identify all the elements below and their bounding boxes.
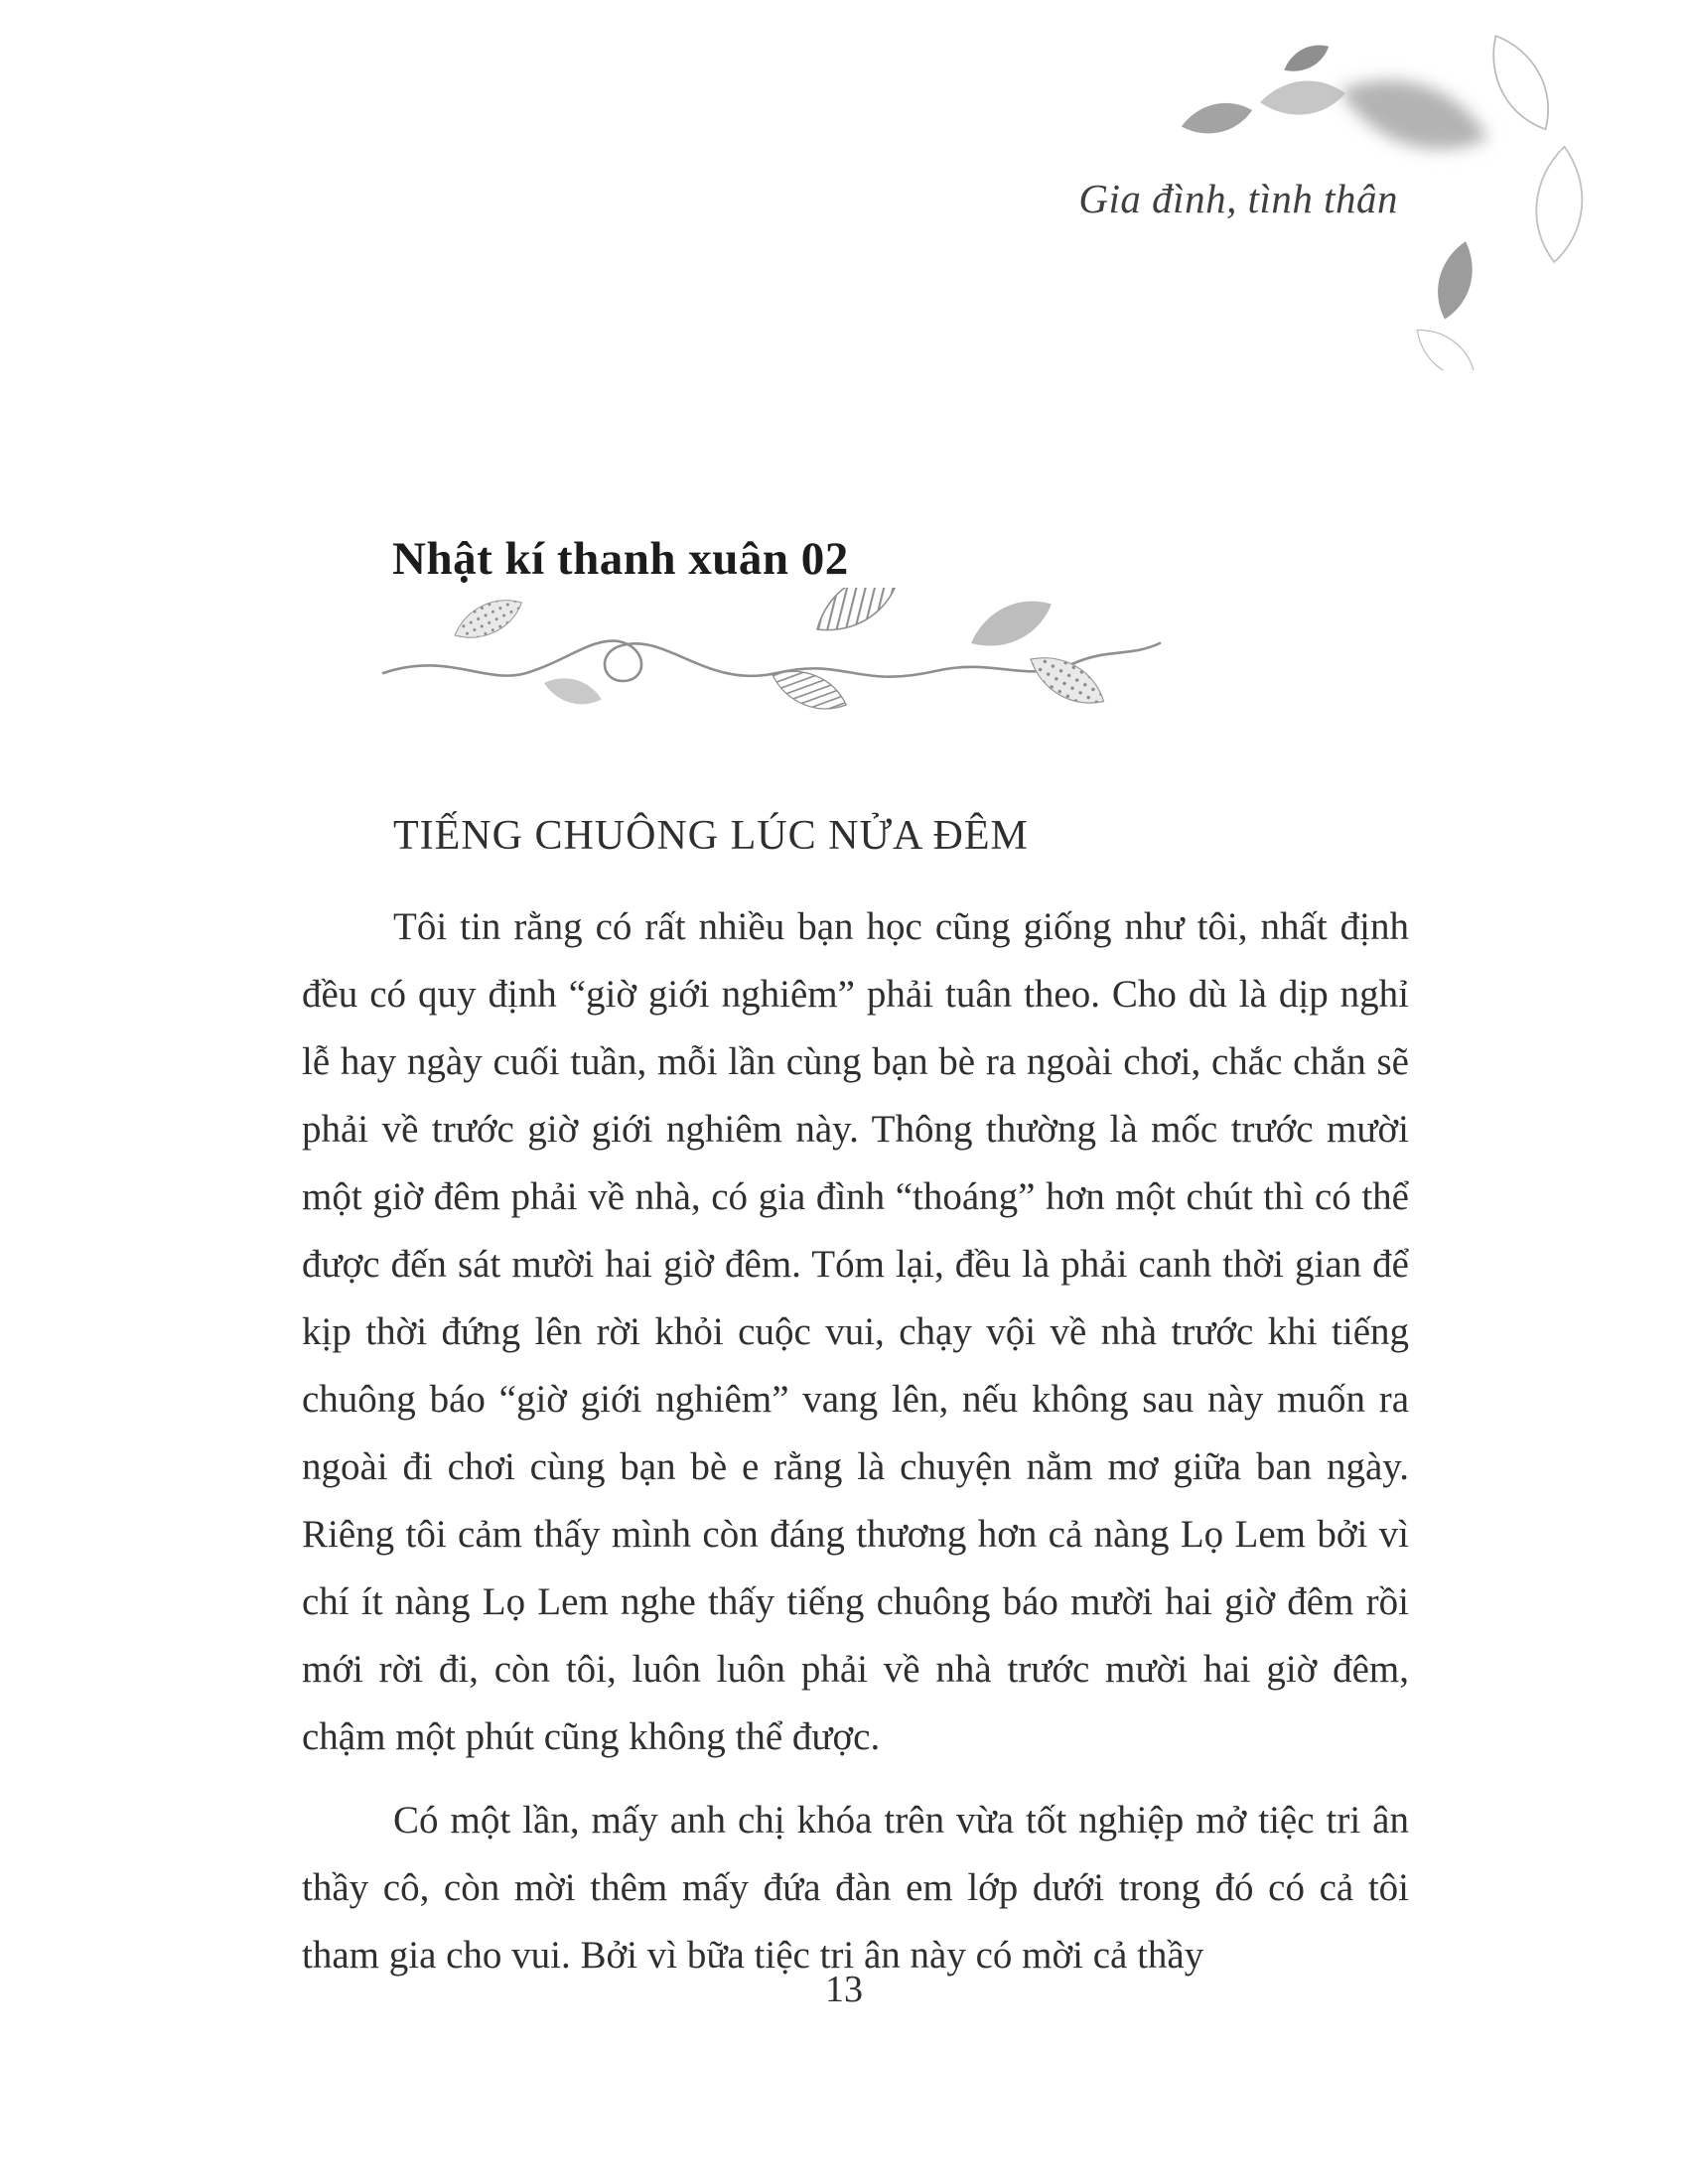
paragraph: Tôi tin rằng có rất nhiều bạn học cũng giống như tôi, nhất định đều có quy định “giờ giới nghiêm” phải tuân theo. Cho dù là dịp nghỉ lễ hay ngày cuối tuần, mỗi lần cùng bạn bè ra ngoài chơi, chắc chắn sẽ phải về trước giờ giới nghiêm này. Thông thường là mốc trước mười một giờ đêm phải về nhà, có gia đình “thoáng” hơn một chút thì có thể được đến sát mười hai giờ đêm. Tóm lại, đều là phải canh thời gian để kịp thời đứng lên rời khỏi cuộc vui, chạy vội về nhà trước khi tiếng chuông báo “giờ giới nghiêm” vang lên, nếu không sau này muốn ra ngoài đi chơi cùng bạn bè e rằng là chuyện nằm mơ giữa ban ngày. Riêng tôi cảm thấy mình còn đáng thương hơn cả nàng Lọ Lem bởi vì chí ít nàng Lọ Lem nghe thấy tiếng chuông báo mười hai giờ đêm rồi mới rời đi, còn tôi, luôn luôn phải về nhà trước mười hai giờ đêm, chậm một phút cũng không thể được.	[302, 905, 1409, 1758]
vine-divider-icon	[377, 588, 1172, 719]
text-content	[302, 812, 1409, 2005]
page-number: 13	[825, 1969, 863, 2010]
paragraph: Có một lần, mấy anh chị khóa trên vừa tốt nghiệp mở tiệc tri ân thầy cô, còn mời thêm mấy đứa đàn em lớp dưới trong đó có cả tôi tham gia cho vui. Bởi vì bữa tiệc tri ân này có mời cả thầy	[302, 1799, 1409, 1977]
chapter-title: Nhật kí thanh xuân 02	[392, 533, 849, 585]
section-heading: TIẾNG CHUÔNG LÚC NỬA ĐÊM	[393, 813, 1029, 859]
running-header: Gia đình, tình thân	[1078, 176, 1398, 221]
